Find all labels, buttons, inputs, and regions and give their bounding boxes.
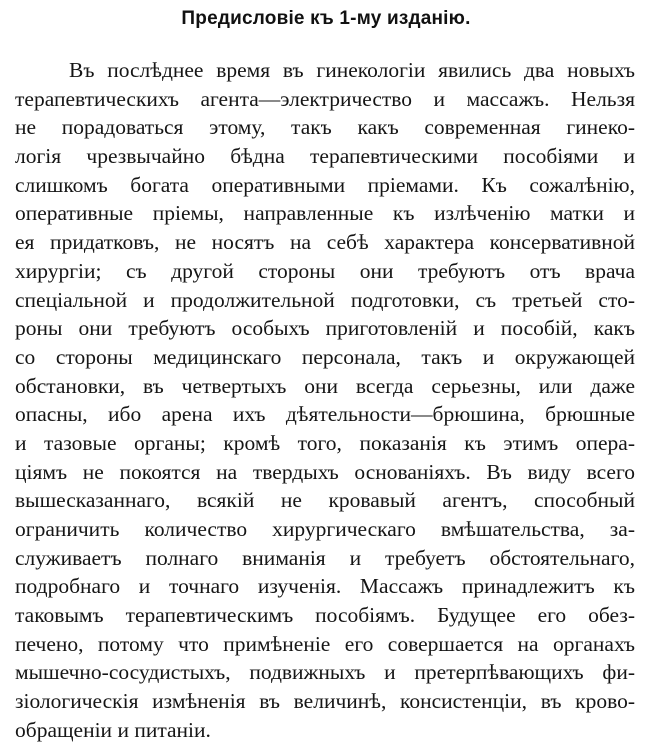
paragraph-line: мышечно-сосудистыхъ, подвижныхъ и претерпѣвающихъ фи- [15, 660, 635, 685]
preface-paragraph [15, 56, 635, 745]
paragraph-line: и тазовые органы; кромѣ того, показанія къ этимъ опера- [15, 430, 635, 455]
paragraph-line: роны они требуютъ особыхъ приготовленій и пособій, какъ [15, 316, 635, 341]
paragraph-line: подробнаго и точнаго изученія. Массажъ принадлежитъ къ [15, 574, 635, 599]
paragraph-line: терапевтическихъ агента—электричество и массажъ. Нельзя [15, 86, 635, 111]
paragraph-line: Въ послѣднее время въ гинекологіи явились два новыхъ [69, 58, 635, 82]
paragraph-line: обстановки, въ четвертыхъ они всегда серьезны, или даже [15, 373, 635, 398]
paragraph-line: ея придатковъ, не носятъ на себѣ характера консервативной [15, 230, 635, 255]
paragraph-line: не порадоваться этому, такъ какъ современная гинеко- [15, 115, 635, 140]
paragraph-line: хирургіи; съ другой стороны они требуютъ отъ врача [15, 258, 635, 283]
paragraph-line: служиваетъ полнаго вниманія и требуетъ обстоятельнаго, [15, 545, 635, 570]
preface-heading: Предисловіе къ 1-му изданію. [181, 8, 471, 29]
paragraph-line: логія чрезвычайно бѣдна терапевтическими пособіями и [15, 144, 635, 169]
paragraph-line: зіологическія измѣненія въ величинѣ, консистенціи, въ крово- [15, 689, 635, 714]
paragraph-line: печено, потому что примѣненіе его совершается на органахъ [15, 631, 635, 656]
paragraph-line: со стороны медицинскаго персонала, такъ и окружающей [15, 344, 635, 369]
paragraph-line: спеціальной и продолжительной подготовки, съ третьей сто- [15, 287, 635, 312]
paragraph-line: вышесказаннаго, всякій не кровавый агентъ, способный [15, 488, 635, 513]
paragraph-line: таковымъ терапевтическимъ пособіямъ. Будущее его обез- [15, 603, 635, 628]
paragraph-line: опасны, ибо арена ихъ дѣятельности—брюшина, брюшные [15, 402, 635, 427]
paragraph-line: оперативные пріемы, направленные къ излѣченію матки и [15, 201, 635, 226]
paragraph-line: ціямъ не покоятся на твердыхъ основаніяхъ. Въ виду всего [15, 459, 635, 484]
paragraph-line: ограничить количество хирургическаго вмѣшательства, за- [15, 517, 635, 541]
paragraph-line: слишкомъ богата оперативными пріемами. Къ сожалѣнію, [15, 172, 635, 197]
paragraph-line: обращеніи и питаніи. [15, 717, 211, 742]
